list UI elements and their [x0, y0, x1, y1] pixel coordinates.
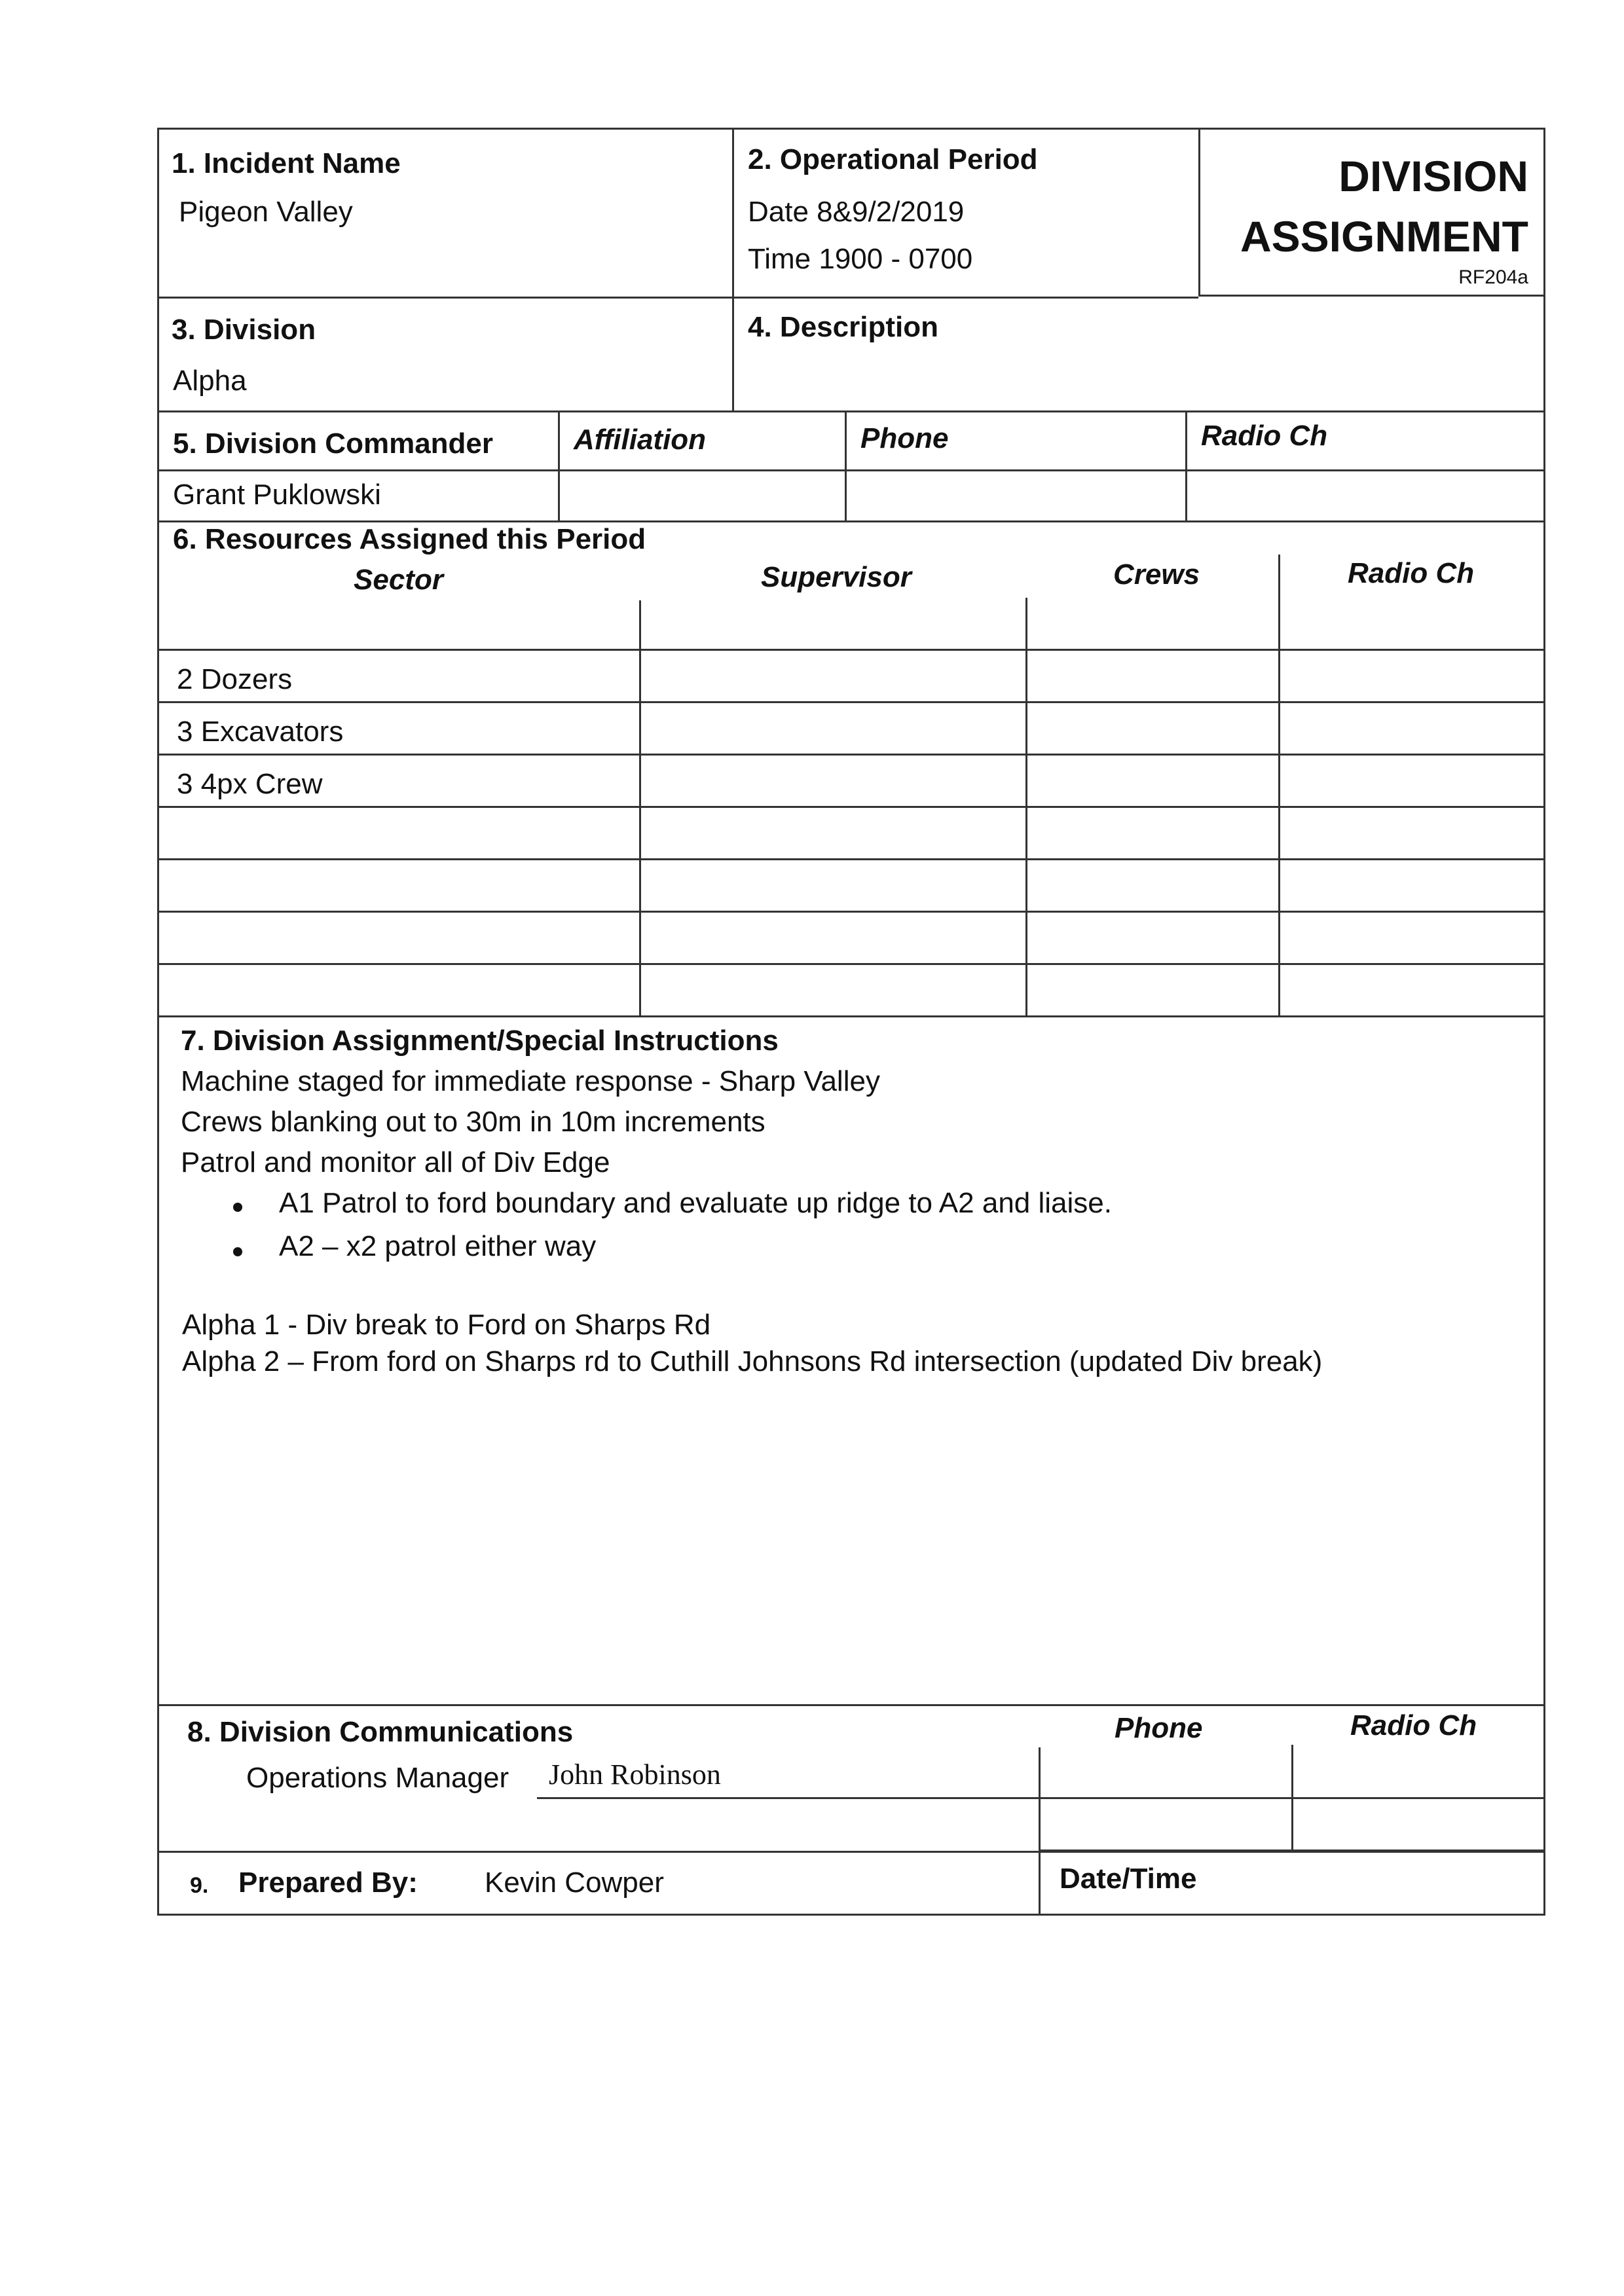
prepared-col-divider	[1039, 1851, 1041, 1915]
resources-label: 6. Resources Assigned this Period	[173, 523, 646, 555]
divider-v-3	[558, 410, 560, 522]
communications-label: 8. Division Communications	[187, 1716, 574, 1748]
incident-name-value[interactable]: Pigeon Valley	[179, 196, 353, 228]
resources-row-line-3	[157, 806, 1545, 808]
resources-col-crews: Crews	[1113, 558, 1200, 591]
prepared-by-label: Prepared By:	[238, 1867, 418, 1899]
form-border-bottom	[157, 1914, 1545, 1916]
operational-period-label: 2. Operational Period	[748, 143, 1038, 175]
divider-v-4	[845, 410, 847, 522]
operational-date-value[interactable]: Date 8&9/2/2019	[748, 196, 965, 228]
commander-phone-label: Phone	[860, 422, 949, 454]
resources-col-supervisor: Supervisor	[761, 561, 912, 593]
form-title-line1: DIVISION	[1338, 152, 1528, 200]
resources-row-line-4	[157, 858, 1545, 860]
commander-affiliation-label: Affiliation	[574, 424, 707, 456]
communications-role: Operations Manager	[246, 1762, 509, 1794]
operational-time-value[interactable]: Time 1900 - 0700	[748, 243, 973, 275]
division-commander-name[interactable]: Grant Puklowski	[173, 479, 381, 511]
assignment-label: 7. Division Assignment/Special Instructions	[181, 1025, 779, 1057]
resource-row-1-sector[interactable]: 2 Dozers	[177, 663, 293, 695]
divider-h-1b	[1198, 295, 1545, 297]
divider-h-2	[157, 410, 1545, 412]
communications-person[interactable]: John Robinson	[549, 1758, 721, 1791]
form-title-line2: ASSIGNMENT	[1240, 212, 1528, 261]
divider-h-comms	[157, 1704, 1545, 1706]
assignment-line-2[interactable]: Crews blanking out to 30m in 10m increments	[181, 1106, 766, 1138]
division-assignment-form	[157, 128, 1545, 1915]
resources-row-line-2	[157, 754, 1545, 756]
divider-v-1	[732, 128, 734, 410]
prepared-by-name[interactable]: Kevin Cowper	[485, 1867, 664, 1899]
divider-v-5	[1185, 410, 1187, 522]
assignment-line-3[interactable]: Patrol and monitor all of Div Edge	[181, 1146, 610, 1178]
resources-row-line-6	[157, 963, 1545, 965]
form-border-left	[157, 128, 159, 1915]
commander-radio-label: Radio Ch	[1201, 420, 1328, 452]
assignment-line-1[interactable]: Machine staged for immediate response - Sharp Valley	[181, 1065, 880, 1097]
resources-row-line-1	[157, 701, 1545, 703]
division-value[interactable]: Alpha	[173, 365, 247, 397]
divider-v-2	[1198, 128, 1200, 297]
assignment-alpha-1[interactable]: Alpha 1 - Div break to Ford on Sharps Rd	[182, 1309, 711, 1341]
assignment-alpha-2[interactable]: Alpha 2 – From ford on Sharps rd to Cuthill Johnsons Rd intersection (updated Div break)	[182, 1345, 1323, 1377]
division-commander-label: 5. Division Commander	[173, 428, 494, 460]
resources-col-divider-1	[639, 600, 641, 1017]
form-border-top	[157, 128, 1545, 130]
resources-header-line	[157, 649, 1545, 651]
resources-col-sector: Sector	[354, 564, 443, 596]
divider-h-4	[157, 520, 1545, 522]
divider-h-3	[157, 469, 1545, 471]
communications-radio-label: Radio Ch	[1350, 1709, 1477, 1741]
bullet-icon	[233, 1203, 242, 1212]
communications-phone-label: Phone	[1115, 1712, 1203, 1744]
comms-row-line	[537, 1797, 1545, 1799]
prepared-number: 9.	[190, 1873, 209, 1898]
form-border-right	[1543, 128, 1545, 1915]
resources-col-divider-3	[1278, 555, 1280, 1017]
divider-h-prepared	[157, 1851, 1545, 1853]
resources-col-radio: Radio Ch	[1348, 557, 1475, 589]
resources-table-bottom	[157, 1015, 1545, 1017]
resource-row-3-sector[interactable]: 3 4px Crew	[177, 768, 323, 800]
bullet-icon	[233, 1247, 242, 1256]
resource-row-2-sector[interactable]: 3 Excavators	[177, 716, 344, 748]
prepared-datetime-label: Date/Time	[1060, 1863, 1197, 1895]
description-label: 4. Description	[748, 311, 938, 343]
division-label: 3. Division	[172, 314, 316, 346]
incident-name-label: 1. Incident Name	[172, 147, 401, 179]
resources-col-divider-2	[1025, 598, 1027, 1017]
resources-row-line-5	[157, 911, 1545, 913]
comms-col-divider-1	[1039, 1747, 1041, 1851]
assignment-bullet-2[interactable]: A2 – x2 patrol either way	[279, 1230, 597, 1262]
divider-h-1	[157, 297, 1198, 299]
form-code: RF204a	[1458, 266, 1528, 288]
assignment-bullet-1[interactable]: A1 Patrol to ford boundary and evaluate up ridge to A2 and liaise.	[279, 1187, 1112, 1219]
